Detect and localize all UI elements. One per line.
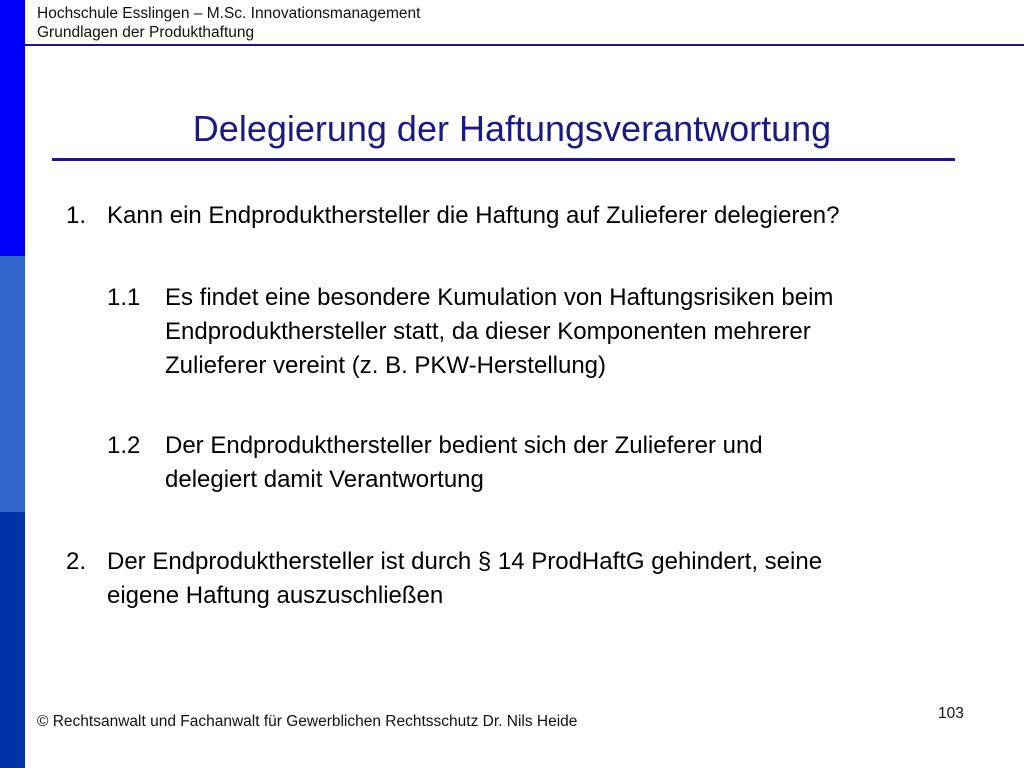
slide-title: Delegierung der Haftungsverantwortung xyxy=(192,108,832,149)
header-institution: Hochschule Esslingen – M.Sc. Innovationsmanagement xyxy=(37,5,421,22)
item-text-line: Der Endprodukthersteller bedient sich der Zulieferer und xyxy=(165,432,763,459)
item-text-line: Zulieferer vereint (z. B. PKW-Herstellung) xyxy=(165,352,607,379)
item-number: 1.2 xyxy=(107,432,141,459)
footer-copyright: © Rechtsanwalt und Fachanwalt für Gewerblichen Rechtsschutz Dr. Nils Heide xyxy=(37,713,578,730)
item-number: 1.1 xyxy=(107,284,141,311)
item-text-line: Endprodukthersteller statt, da dieser Komponenten mehrerer xyxy=(165,318,811,345)
item-text-line: Es findet eine besondere Kumulation von Haftungsrisiken beim xyxy=(165,284,834,311)
item-text-line: Der Endprodukthersteller ist durch § 14 ProdHaftG gehindert, seine xyxy=(107,548,823,575)
sidebar-segment-middle xyxy=(0,256,25,512)
header-course: Grundlagen der Produkthaftung xyxy=(37,24,255,41)
sidebar-segment-bottom xyxy=(0,512,25,768)
item-number: 2. xyxy=(66,548,87,575)
page-number: 103 xyxy=(938,705,964,722)
header-divider xyxy=(25,44,1024,46)
item-text-line: eigene Haftung auszuschließen xyxy=(107,582,444,609)
item-number: 1. xyxy=(66,202,87,229)
title-underline xyxy=(52,158,955,161)
item-text-line: delegiert damit Verantwortung xyxy=(165,466,484,493)
item-text: Kann ein Endprodukthersteller die Haftung auf Zulieferer delegieren? xyxy=(107,202,840,229)
slide-header xyxy=(37,4,420,42)
